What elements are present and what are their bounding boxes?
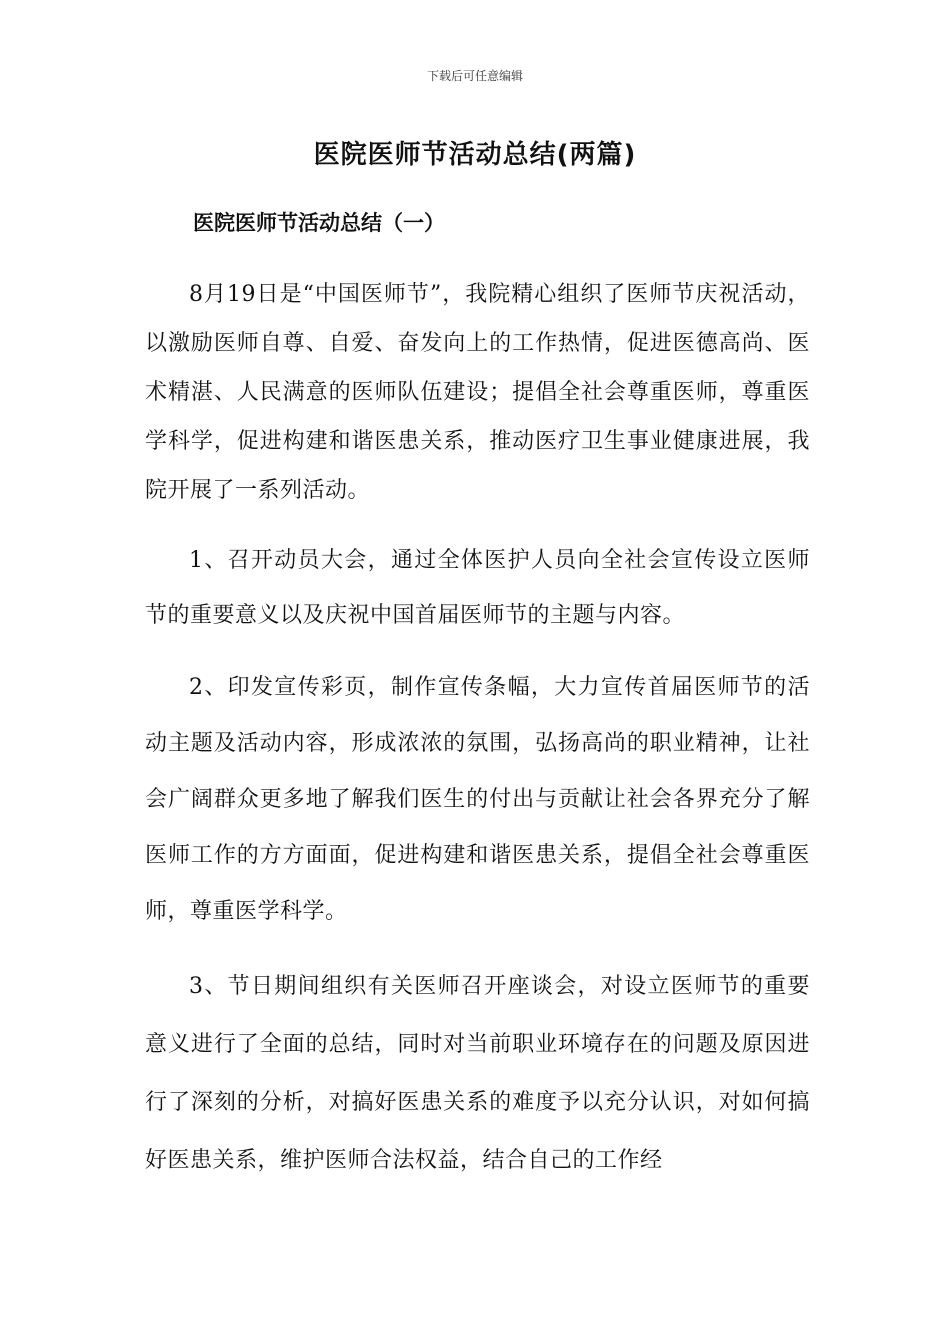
paragraph-item-1 [145, 533, 810, 643]
paragraph-text: 2、印发宣传彩页，制作宣传条幅，大力宣传首届医师节的活动主题及活动内容，形成浓浓的氛围，弘扬高尚的职业精神，让社会广阔群众更多地了解我们医生的付出与贡献让社会各界充分了解医师工作的方方面面，促进构建和谐医患关系，提倡全社会尊重医师，尊重医学科学。 [145, 675, 810, 924]
paragraph-intro [145, 270, 810, 515]
paragraph-item-3 [145, 958, 810, 1190]
header-note: 下载后可任意编辑 [426, 69, 523, 83]
section-heading: 医院医师节活动总结（一） [193, 211, 445, 235]
paragraph-item-2 [145, 660, 810, 940]
paragraph-text: 8月19日是“中国医师节”，我院精心组织了医师节庆祝活动，以激励医师自尊、自爱、奋发向上的工作热情，促进医德高尚、医术精湛、人民满意的医师队伍建设；提倡全社会尊重医师，尊重医学科学，促进构建和谐医患关系，推动医疗卫生事业健康进展，我院开展了一系列活动。 [145, 282, 810, 503]
document-title: 医院医师节活动总结(两篇) [313, 140, 637, 170]
paragraph-text: 1、召开动员大会，通过全体医护人员向全社会宣传设立医师节的重要意义以及庆祝中国首届医师节的主题与内容。 [145, 548, 810, 628]
paragraph-text: 3、节日期间组织有关医师召开座谈会，对设立医师节的重要意义进行了全面的总结，同时对当前职业环境存在的问题及原因进行了深刻的分析，对搞好医患关系的难度予以充分认识，对如何搞好医患关系，维护医师合法权益，结合自己的工作经 [145, 974, 810, 1173]
